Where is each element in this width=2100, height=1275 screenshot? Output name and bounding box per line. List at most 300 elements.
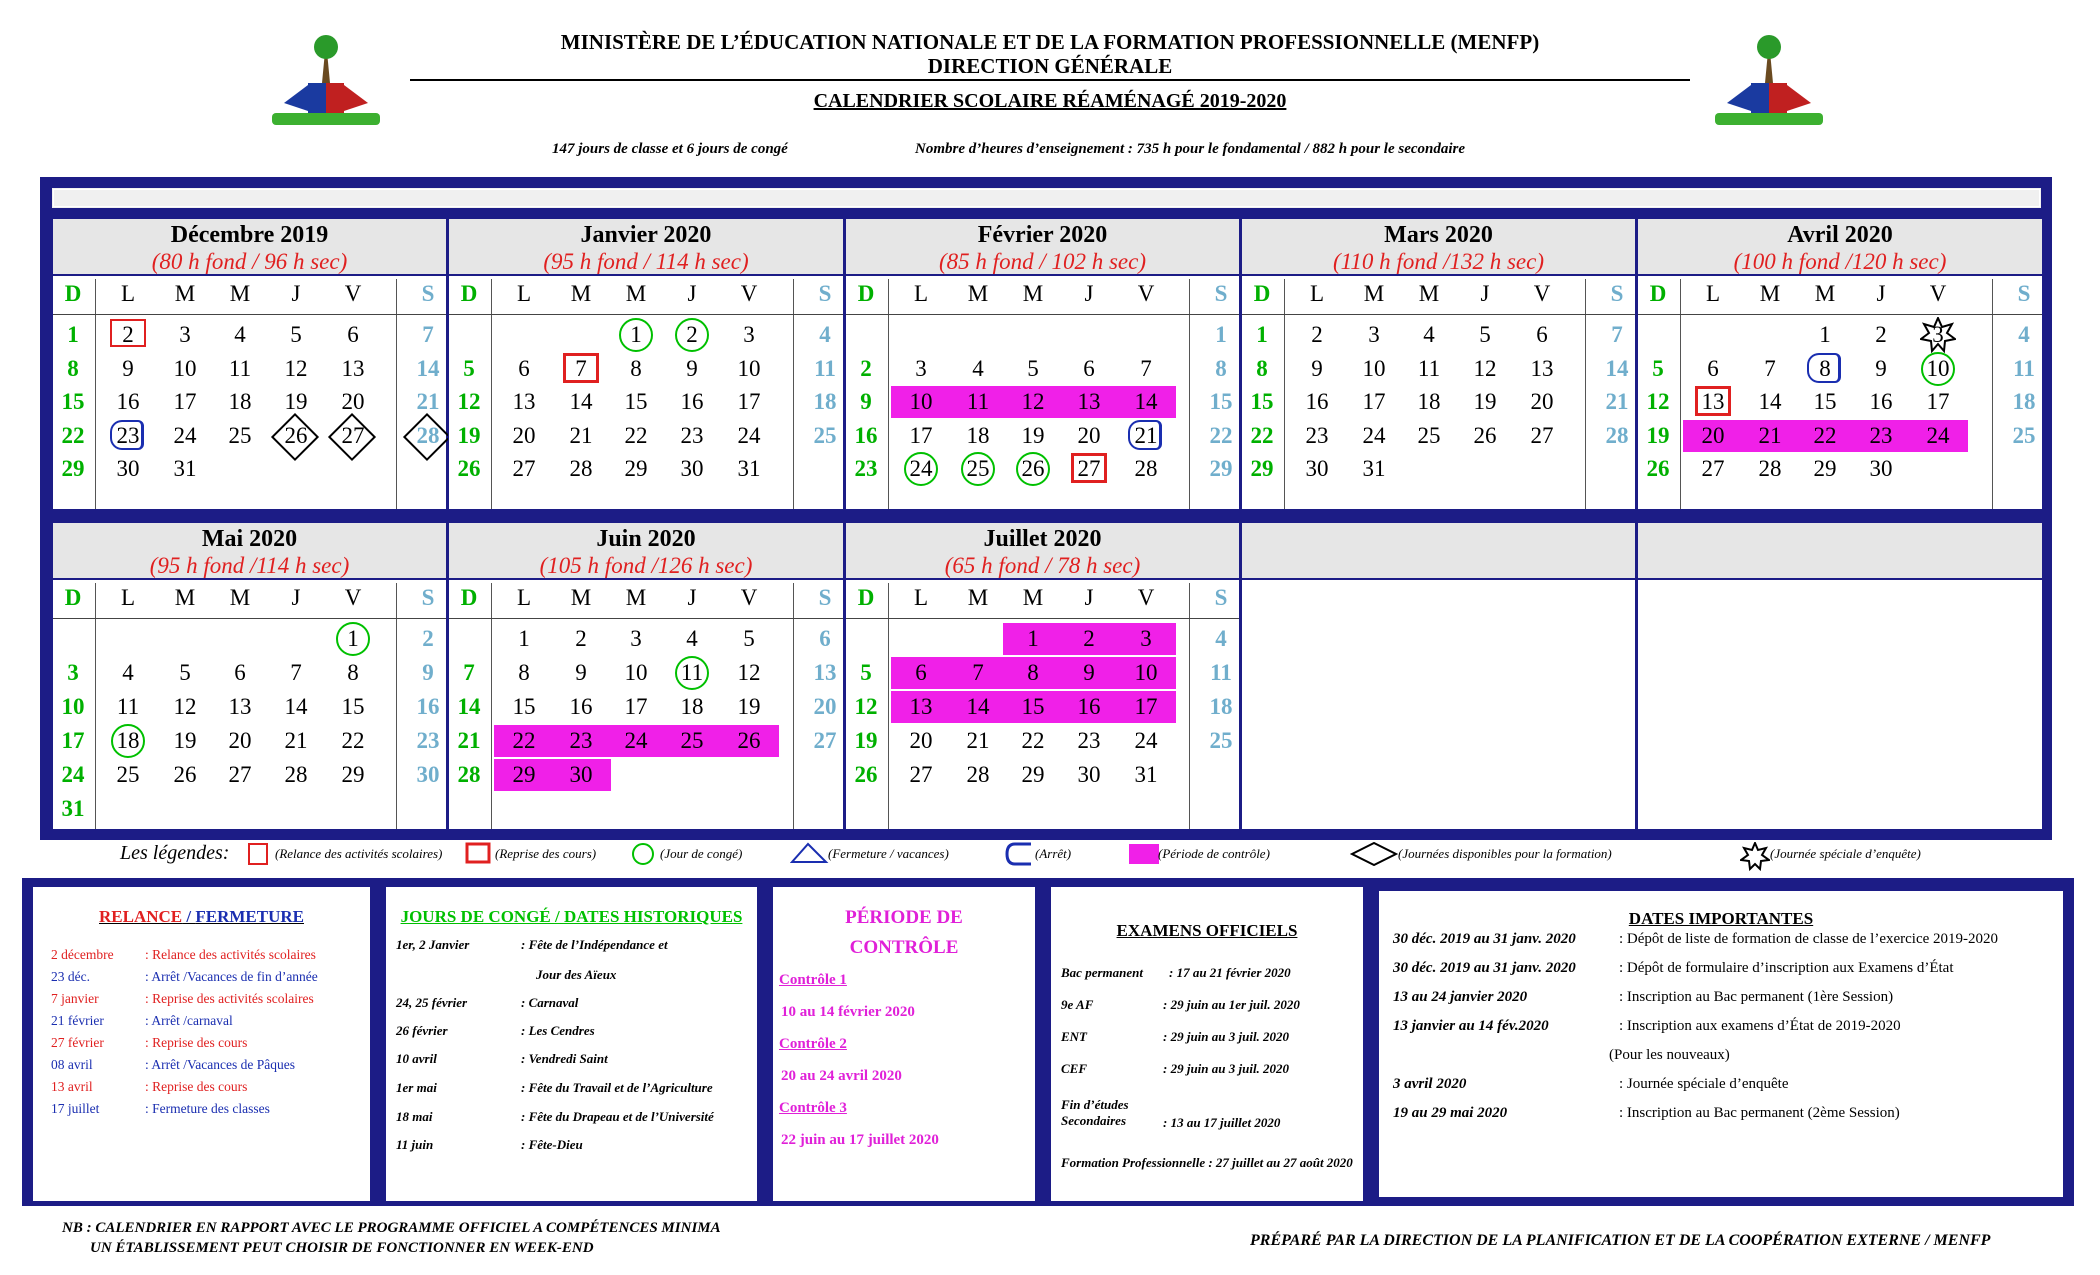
conges-title: JOURS DE CONGÉ / DATES HISTORIQUES <box>400 907 743 926</box>
relance-date: 2 décembre <box>51 947 114 962</box>
dates-box <box>1376 888 2066 1200</box>
examen-name: Bac permanent <box>1061 965 1143 980</box>
day-cell: 17 <box>173 389 197 414</box>
day-cell: 6 <box>1083 355 1095 381</box>
day-cell: 31 <box>61 796 85 821</box>
weekday-label: J <box>291 281 301 306</box>
conge-description: : Fête-Dieu <box>521 1137 583 1152</box>
relance-description: : Arrêt /Vacances de Pâques <box>145 1057 295 1072</box>
day-cell: 4 <box>234 322 246 347</box>
relance-date: 21 février <box>51 1013 104 1028</box>
month-header <box>1242 219 1635 276</box>
day-cell: 17 <box>1362 389 1386 414</box>
weekday-label: S <box>1214 585 1228 610</box>
day-cell: 19 <box>173 728 197 753</box>
day-cell: 7 <box>422 322 434 347</box>
conge-description: : Carnaval <box>521 995 579 1010</box>
relance-description: : Reprise des cours <box>145 1079 248 1094</box>
conge-date: 11 juin <box>396 1137 434 1152</box>
date-range: 3 avril 2020 <box>1393 1076 1467 1092</box>
day-cell: 24 <box>1926 422 1950 448</box>
day-cell: 6 <box>819 626 831 651</box>
day-cell: 14 <box>1758 389 1782 414</box>
day-cell: 2 <box>1083 626 1095 651</box>
month-calendar <box>1241 218 1636 510</box>
weekday-label: D <box>1649 281 1667 306</box>
date-range: 13 au 24 janvier 2020 <box>1393 989 1528 1005</box>
weekday-label: M <box>1022 585 1044 610</box>
day-cell: 12 <box>1473 355 1497 381</box>
month-calendar <box>52 522 447 830</box>
holiday-marker <box>111 724 145 758</box>
day-cell: 22 <box>512 728 536 753</box>
relance-description: : Arrêt /carnaval <box>145 1013 233 1028</box>
month-hours: (95 h fond / 114 h sec) <box>543 249 749 274</box>
weekday-label: L <box>516 585 532 610</box>
day-cell: 11 <box>2013 355 2035 381</box>
day-cell: 4 <box>972 355 984 381</box>
day-cell: 30 <box>680 456 704 481</box>
day-cell: 23 <box>116 422 140 448</box>
weekday-label: D <box>1253 281 1271 306</box>
day-cell: 19 <box>1021 422 1045 448</box>
reprise-marker <box>1695 386 1731 416</box>
day-cell: 6 <box>234 660 246 685</box>
day-cell: 1 <box>630 322 642 347</box>
day-cell: 16 <box>680 389 704 414</box>
day-cell: 3 <box>630 626 642 651</box>
holiday-marker <box>675 318 709 352</box>
examen-dates: : 13 au 17 juillet 2020 <box>1163 1115 1281 1130</box>
day-cell: 4 <box>122 660 134 685</box>
day-cell: 12 <box>1646 389 1670 414</box>
day-cell: 28 <box>1134 456 1158 481</box>
formation-professionnelle: Formation Professionnelle : 27 juillet au 27 août 2020 <box>1061 1155 1353 1170</box>
legend-reprise-icon <box>465 842 495 866</box>
day-cell: 8 <box>67 355 79 381</box>
day-cell: 24 <box>1134 728 1158 753</box>
day-cell: 23 <box>854 456 878 481</box>
day-cell: 19 <box>284 389 308 414</box>
day-cell: 1 <box>1256 322 1268 347</box>
day-cell: 31 <box>1362 456 1386 481</box>
month-header <box>449 523 843 580</box>
month-hours: (95 h fond /114 h sec) <box>149 553 350 578</box>
day-cell: 8 <box>518 660 530 685</box>
day-cell: 23 <box>569 728 593 753</box>
weekday-label: V <box>1137 281 1155 306</box>
controle-dates: 22 juin au 17 juillet 2020 <box>781 1132 939 1148</box>
day-cell: 7 <box>1764 355 1776 381</box>
legend-enquete-icon <box>1740 842 1770 866</box>
weekday-label: M <box>1814 281 1836 306</box>
month-hours: (80 h fond / 96 h sec) <box>151 249 348 274</box>
conge-date: 18 mai <box>396 1109 433 1124</box>
day-cell: 23 <box>680 422 704 448</box>
day-cell: 16 <box>569 694 593 719</box>
day-cell: 19 <box>1646 422 1670 448</box>
column-divider <box>491 583 492 829</box>
day-cell: 6 <box>347 322 359 347</box>
day-cell: 13 <box>512 389 536 414</box>
weekday-label: L <box>120 585 136 610</box>
day-cell: 13 <box>1530 355 1554 381</box>
weekday-label: J <box>1084 585 1094 610</box>
footer-note-1: NB : CALENDRIER EN RAPPORT AVEC LE PROGRAMME OFFICIEL A COMPÉTENCES MINIMA <box>62 1220 721 1236</box>
month-header <box>53 523 446 580</box>
relance-title: RELANCE <box>99 907 183 926</box>
controle-box <box>770 884 1038 1204</box>
day-cell: 2 <box>575 626 587 651</box>
date-description: : Inscription aux examens d’État de 2019-2020 <box>1619 1018 1901 1034</box>
conge-date: 10 avril <box>396 1051 437 1066</box>
weekday-label: V <box>344 281 362 306</box>
day-cell: 2 <box>1311 322 1323 347</box>
day-cell: 3 <box>1368 322 1380 347</box>
weekday-label: M <box>174 281 196 306</box>
examen-name: Fin d’études Secondaires <box>1061 1097 1129 1128</box>
day-cell: 10 <box>1362 355 1386 381</box>
weekday-divider <box>846 314 1239 315</box>
day-cell: 21 <box>569 422 593 448</box>
month-header <box>1638 523 2042 580</box>
column-divider <box>888 583 889 829</box>
weekday-label: J <box>687 281 697 306</box>
weekday-label: D <box>64 585 82 610</box>
examen-name: ENT <box>1061 1029 1087 1044</box>
reprise-marker <box>1071 453 1107 483</box>
day-cell: 18 <box>1417 389 1441 414</box>
weekday-label: V <box>1929 281 1947 306</box>
day-cell: 29 <box>1209 456 1233 481</box>
day-cell: 5 <box>1479 322 1491 347</box>
day-cell: 23 <box>1077 728 1101 753</box>
conge-date: 1er, 2 Janvier <box>396 937 470 952</box>
day-cell: 13 <box>228 694 252 719</box>
month-name: Mai 2020 <box>201 526 298 552</box>
day-cell: 27 <box>512 456 536 481</box>
day-cell: 9 <box>122 355 134 381</box>
day-cell: 28 <box>416 422 440 448</box>
examen-dates: : 17 au 21 février 2020 <box>1169 965 1291 980</box>
day-cell: 18 <box>228 389 252 414</box>
weekday-label: V <box>1533 281 1551 306</box>
day-cell: 15 <box>512 694 536 719</box>
day-cell: 16 <box>116 389 140 414</box>
day-cell: 21 <box>1605 389 1629 414</box>
day-cell: 3 <box>67 660 79 685</box>
day-cell: 22 <box>341 728 365 753</box>
day-cell: 29 <box>61 456 85 481</box>
day-cell: 6 <box>518 355 530 381</box>
weekday-label: M <box>625 585 647 610</box>
relance-date: 08 avril <box>51 1057 93 1072</box>
legend-controle-icon <box>1128 842 1158 866</box>
ministry-name: MINISTÈRE DE L’ÉDUCATION NATIONALE ET DE LA FORMATION PROFESSIONNELLE (MENFP) <box>560 30 1540 54</box>
day-cell: 28 <box>966 762 990 787</box>
day-cell: 11 <box>680 660 704 685</box>
day-cell: 31 <box>1134 762 1158 787</box>
day-cell: 21 <box>457 728 481 753</box>
month-calendar <box>448 218 844 510</box>
day-cell: 20 <box>228 728 252 753</box>
holiday-marker <box>961 452 995 486</box>
column-divider <box>95 583 96 829</box>
day-cell: 27 <box>228 762 252 787</box>
relance-description: : Relance des activités scolaires <box>145 947 316 962</box>
day-cell: 30 <box>1077 762 1101 787</box>
day-cell: 21 <box>1134 422 1158 448</box>
controle-dates: 10 au 14 février 2020 <box>781 1004 915 1020</box>
day-cell: 16 <box>416 694 440 719</box>
day-cell: 9 <box>860 389 872 414</box>
day-cell: 27 <box>813 728 837 753</box>
conge-description: Jour des Aïeux <box>536 967 617 982</box>
weekday-label: S <box>818 281 832 306</box>
header-divider <box>410 79 1690 81</box>
weekday-label: M <box>1418 281 1440 306</box>
day-cell: 28 <box>457 762 481 787</box>
controle-label: Contrôle 1 <box>779 972 847 988</box>
weekday-label: L <box>1705 281 1721 306</box>
day-cell: 20 <box>1701 422 1725 448</box>
day-cell: 13 <box>341 355 365 381</box>
weekday-label: M <box>967 585 989 610</box>
day-cell: 26 <box>1021 456 1045 481</box>
day-cell: 4 <box>2018 322 2030 347</box>
controle-title-2: CONTRÔLE <box>849 937 959 958</box>
examens-title: EXAMENS OFFICIELS <box>1116 921 1298 940</box>
conge-description: : Fête du Travail et de l’Agriculture <box>521 1080 713 1095</box>
day-cell: 30 <box>416 762 440 787</box>
arret-marker <box>110 420 144 450</box>
day-cell: 10 <box>61 694 85 719</box>
weekday-label: D <box>857 281 875 306</box>
weekday-label: L <box>913 585 929 610</box>
day-cell: 9 <box>1311 355 1323 381</box>
day-cell: 3 <box>915 355 927 381</box>
conge-description: : Les Cendres <box>521 1023 595 1038</box>
day-cell: 18 <box>680 694 704 719</box>
day-cell: 2 <box>122 322 134 347</box>
day-cell: 13 <box>813 660 837 685</box>
controle-label: Contrôle 3 <box>779 1100 847 1116</box>
day-cell: 27 <box>1701 456 1725 481</box>
day-cell: 12 <box>737 660 761 685</box>
day-cell: 10 <box>173 355 197 381</box>
day-cell: 22 <box>1813 422 1837 448</box>
day-cell: 9 <box>1875 355 1887 381</box>
weekday-label: J <box>687 585 697 610</box>
month-header <box>1242 523 1635 580</box>
day-cell: 5 <box>1652 355 1664 381</box>
weekday-label: D <box>460 585 478 610</box>
day-cell: 12 <box>284 355 308 381</box>
day-cell: 6 <box>1536 322 1548 347</box>
day-cell: 17 <box>909 422 933 448</box>
footer-prepared-by: PRÉPARÉ PAR LA DIRECTION DE LA PLANIFICATION ET DE LA COOPÉRATION EXTERNE / MENFP <box>1250 1232 1991 1249</box>
day-cell: 13 <box>1701 389 1725 414</box>
legend-fermeture-icon <box>790 842 820 866</box>
day-cell: 31 <box>173 456 197 481</box>
day-cell: 15 <box>1813 389 1837 414</box>
month-name: Juillet 2020 <box>983 526 1102 552</box>
day-cell: 10 <box>624 660 648 685</box>
day-cell: 16 <box>1869 389 1893 414</box>
month-calendar <box>1637 218 2043 510</box>
month-name: Décembre 2019 <box>170 222 329 248</box>
day-cell: 15 <box>624 389 648 414</box>
day-cell: 24 <box>737 422 761 448</box>
day-cell: 28 <box>284 762 308 787</box>
legend-label: (Journée spéciale d’enquête) <box>1770 846 1921 861</box>
relance-date: 27 février <box>51 1035 104 1050</box>
date-description: (Pour les nouveaux) <box>1609 1047 1730 1063</box>
day-cell: 9 <box>686 355 698 381</box>
reprise-marker <box>563 353 599 383</box>
column-divider <box>793 583 794 829</box>
day-cell: 4 <box>686 626 698 651</box>
day-cell: 30 <box>1869 456 1893 481</box>
controle-label: Contrôle 2 <box>779 1036 847 1052</box>
day-cell: 29 <box>341 762 365 787</box>
relance-description: : Reprise des activités scolaires <box>145 991 314 1006</box>
day-cell: 3 <box>1140 626 1152 651</box>
day-cell: 15 <box>61 389 85 414</box>
day-cell: 4 <box>819 322 831 347</box>
day-cell: 18 <box>2012 389 2036 414</box>
day-cell: 10 <box>1134 660 1158 685</box>
day-cell: 18 <box>966 422 990 448</box>
arret-marker <box>1807 353 1841 383</box>
weekday-label: M <box>625 281 647 306</box>
day-cell: 8 <box>630 355 642 381</box>
weekday-divider <box>53 618 446 619</box>
day-cell: 6 <box>915 660 927 685</box>
day-cell: 14 <box>457 694 481 719</box>
weekday-label: M <box>570 585 592 610</box>
day-cell: 21 <box>966 728 990 753</box>
day-cell: 14 <box>416 355 440 381</box>
weekday-label: V <box>344 585 362 610</box>
day-cell: 8 <box>1027 660 1039 685</box>
holiday-marker <box>619 318 653 352</box>
conge-description: : Fête du Drapeau et de l’Université <box>521 1109 714 1124</box>
day-cell: 22 <box>1021 728 1045 753</box>
examen-dates: : 29 juin au 3 juil. 2020 <box>1163 1061 1290 1076</box>
relance-marker <box>110 319 146 347</box>
day-cell: 11 <box>1210 660 1232 685</box>
date-description: : Journée spéciale d’enquête <box>1619 1076 1789 1092</box>
weekday-label: V <box>1137 585 1155 610</box>
day-cell: 26 <box>1646 456 1670 481</box>
legend-label: (Période de contrôle) <box>1158 846 1270 861</box>
weekday-label: S <box>421 585 435 610</box>
day-cell: 10 <box>737 355 761 381</box>
weekday-label: L <box>120 281 136 306</box>
day-cell: 20 <box>1530 389 1554 414</box>
day-cell: 3 <box>743 322 755 347</box>
month-calendar <box>845 218 1240 510</box>
empty-month-slot <box>1637 522 2043 830</box>
day-cell: 29 <box>1813 456 1837 481</box>
holiday-marker <box>1016 452 1050 486</box>
day-cell: 22 <box>1209 422 1233 448</box>
relance-description: : Arrêt /Vacances de fin d’année <box>145 969 318 984</box>
holiday-marker <box>1921 352 1955 386</box>
day-cell: 15 <box>1209 389 1233 414</box>
day-cell: 21 <box>284 728 308 753</box>
day-cell: 8 <box>1215 355 1227 381</box>
day-cell: 29 <box>1250 456 1274 481</box>
day-cell: 28 <box>1758 456 1782 481</box>
footer-note-2: UN ÉTABLISSEMENT PEUT CHOISIR DE FONCTIONNER EN WEEK-END <box>90 1240 594 1256</box>
month-hours: (85 h fond / 102 h sec) <box>939 249 1146 274</box>
day-cell: 3 <box>179 322 191 347</box>
calendar-title: CALENDRIER SCOLAIRE RÉAMÉNAGÉ 2019-2020 <box>813 90 1287 112</box>
weekday-label: J <box>291 585 301 610</box>
weekday-label: S <box>1214 281 1228 306</box>
month-name: Mars 2020 <box>1384 222 1493 248</box>
month-hours: (65 h fond / 78 h sec) <box>944 553 1141 578</box>
day-cell: 26 <box>173 762 197 787</box>
date-range: 13 janvier au 14 fév.2020 <box>1393 1018 1549 1034</box>
weekday-label: S <box>2017 281 2031 306</box>
month-header <box>53 219 446 276</box>
day-cell: 1 <box>1215 322 1227 347</box>
day-cell: 6 <box>1707 355 1719 381</box>
day-cell: 28 <box>1605 422 1629 448</box>
day-cell: 12 <box>854 694 878 719</box>
day-cell: 20 <box>813 694 837 719</box>
relance-box <box>30 884 373 1204</box>
legend-label: (Relance des activités scolaires) <box>275 846 443 861</box>
day-cell: 24 <box>624 728 648 753</box>
date-range: 19 au 29 mai 2020 <box>1393 1105 1508 1121</box>
month-header <box>1638 219 2042 276</box>
day-cell: 17 <box>624 694 648 719</box>
day-cell: 1 <box>347 626 359 651</box>
day-cell: 7 <box>463 660 475 685</box>
day-cell: 24 <box>1362 422 1386 448</box>
day-cell: 2 <box>860 355 872 381</box>
date-description: : Dépôt de formulaire d’inscription aux Examens d’État <box>1619 960 1954 976</box>
day-cell: 5 <box>463 355 475 381</box>
legend-formation-icon <box>1350 842 1380 866</box>
holiday-marker <box>675 656 709 690</box>
date-description: : Dépôt de liste de formation de classe de l’exercice 2019-2020 <box>1619 931 1999 947</box>
relance-date: 17 juillet <box>51 1101 100 1116</box>
weekday-label: V <box>740 585 758 610</box>
day-cell: 29 <box>1021 762 1045 787</box>
day-cell: 9 <box>575 660 587 685</box>
month-header <box>846 219 1239 276</box>
date-range: 30 déc. 2019 au 31 janv. 2020 <box>1393 931 1576 947</box>
day-cell: 13 <box>909 694 933 719</box>
weekday-divider <box>1638 314 2042 315</box>
day-cell: 19 <box>737 694 761 719</box>
day-cell: 17 <box>61 728 85 753</box>
weekday-label: M <box>229 281 251 306</box>
day-cell: 17 <box>737 389 761 414</box>
arret-marker <box>1128 420 1162 450</box>
day-cell: 17 <box>1926 389 1950 414</box>
holiday-marker <box>904 452 938 486</box>
day-cell: 29 <box>512 762 536 787</box>
weekday-label: L <box>516 281 532 306</box>
column-divider <box>396 583 397 829</box>
day-cell: 7 <box>1611 322 1623 347</box>
